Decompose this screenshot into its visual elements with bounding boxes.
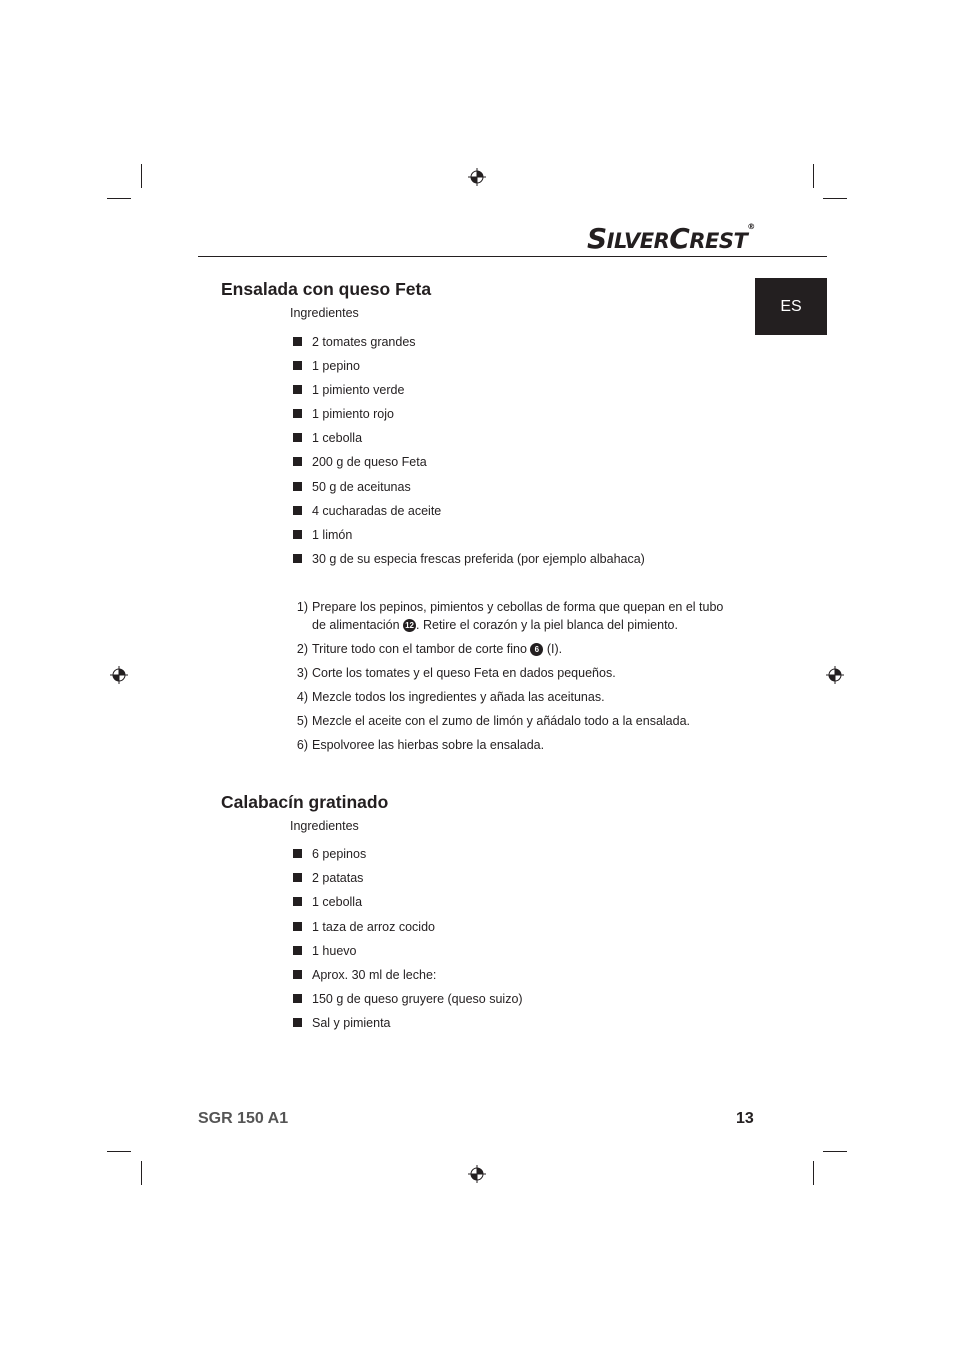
- crop-mark: [823, 198, 847, 199]
- crop-mark: [141, 164, 142, 188]
- bullet-icon: [293, 922, 302, 931]
- registration-mark-icon: [468, 168, 486, 186]
- step-text: Corte los tomates y el queso Feta en dados pequeños.: [312, 666, 616, 680]
- step-text: [312, 640, 732, 658]
- bullet-icon: [293, 433, 302, 442]
- ingredients-label: Ingredientes: [290, 819, 359, 833]
- ingredient-text: 1 taza de arroz cocido: [312, 920, 435, 934]
- bullet-icon: [293, 530, 302, 539]
- bullet-icon: [293, 457, 302, 466]
- ingredient-text: 1 cebolla: [312, 431, 363, 445]
- ingredient-text: 150 g de queso gruyere (queso suizo): [312, 992, 523, 1006]
- logo-letter: S: [587, 222, 607, 255]
- ingredient-text: 200 g de queso Feta: [312, 455, 427, 469]
- ingredient-text: 1 huevo: [312, 944, 357, 958]
- bullet-icon: [293, 409, 302, 418]
- bullet-icon: [293, 385, 302, 394]
- ingredient-text: 30 g de su especia frescas preferida (por ejemplo albahaca): [312, 552, 645, 566]
- ingredient-text: 1 pimiento rojo: [312, 407, 394, 421]
- model-number: SGR 150 A1: [198, 1110, 289, 1127]
- header-divider: [198, 256, 827, 257]
- bullet-icon: [293, 994, 302, 1003]
- step-text: Espolvoree las hierbas sobre la ensalada.: [312, 738, 545, 752]
- bullet-icon: [293, 946, 302, 955]
- step-number: 4): [296, 690, 308, 704]
- step-text-line: de alimentación: [312, 618, 404, 632]
- registration-mark-icon: [468, 1165, 486, 1183]
- ingredient-text: 1 cebolla: [312, 895, 363, 909]
- bullet-icon: [293, 849, 302, 858]
- step-number: 2): [296, 642, 308, 656]
- logo-text: ILVER: [606, 229, 670, 253]
- recipe-title: Ensalada con queso Feta: [221, 279, 432, 299]
- ingredient-text: 1 limón: [312, 528, 353, 542]
- bullet-icon: [293, 873, 302, 882]
- step-item: [290, 598, 750, 634]
- crop-mark: [141, 1161, 142, 1185]
- crop-mark: [823, 1151, 847, 1152]
- registration-mark-icon: [110, 666, 128, 684]
- step-text-line: . Retire el corazón y la piel blanca del pimiento.: [416, 618, 678, 632]
- step-text-line: Prepare los pepinos, pimientos y cebollas de forma que quepan en el tubo: [312, 600, 724, 614]
- ingredient-text: Aprox. 30 ml de leche:: [312, 968, 437, 982]
- step-text: Mezcle todos los ingredientes y añada las aceitunas.: [312, 690, 605, 704]
- ingredient-text: 1 pimiento verde: [312, 383, 405, 397]
- bullet-icon: [293, 482, 302, 491]
- crop-mark: [107, 1151, 131, 1152]
- step-number: 5): [296, 714, 308, 728]
- bullet-icon: [293, 897, 302, 906]
- ingredients-label: Ingredientes: [290, 306, 359, 320]
- step-number: 3): [296, 666, 308, 680]
- step-text: Mezcle el aceite con el zumo de limón y añádalo todo a la ensalada.: [312, 714, 691, 728]
- part-number-badge: 6: [530, 643, 543, 656]
- ingredient-text: 2 patatas: [312, 871, 364, 885]
- bullet-icon: [293, 361, 302, 370]
- part-number-badge: 12: [403, 619, 416, 632]
- ingredient-text: Sal y pimienta: [312, 1016, 391, 1030]
- recipe-title: Calabacín gratinado: [221, 792, 389, 812]
- ingredient-text: 4 cucharadas de aceite: [312, 504, 442, 518]
- ingredient-text: 1 pepino: [312, 359, 360, 373]
- bullet-icon: [293, 970, 302, 979]
- ingredient-text: 2 tomates grandes: [312, 335, 416, 349]
- bullet-icon: [293, 1018, 302, 1027]
- logo-letter: C: [669, 222, 690, 255]
- registration-mark-icon: [826, 666, 844, 684]
- page-number: 13: [736, 1110, 754, 1127]
- step-number: 6): [296, 738, 308, 752]
- logo-text: REST: [689, 229, 748, 253]
- ingredient-text: 50 g de aceitunas: [312, 480, 411, 494]
- step-text-line: (I).: [543, 642, 563, 656]
- step-text-line: Triture todo con el tambor de corte fino: [312, 642, 531, 656]
- registered-mark: ®: [747, 222, 755, 231]
- crop-mark: [813, 164, 814, 188]
- ingredient-text: 6 pepinos: [312, 847, 367, 861]
- bullet-icon: [293, 337, 302, 346]
- brand-logo: [587, 222, 755, 255]
- crop-mark: [107, 198, 131, 199]
- step-number: 1): [296, 600, 308, 614]
- crop-mark: [813, 1161, 814, 1185]
- bullet-icon: [293, 554, 302, 563]
- bullet-icon: [293, 506, 302, 515]
- language-tab: ES: [755, 278, 827, 335]
- step-text: [312, 598, 732, 634]
